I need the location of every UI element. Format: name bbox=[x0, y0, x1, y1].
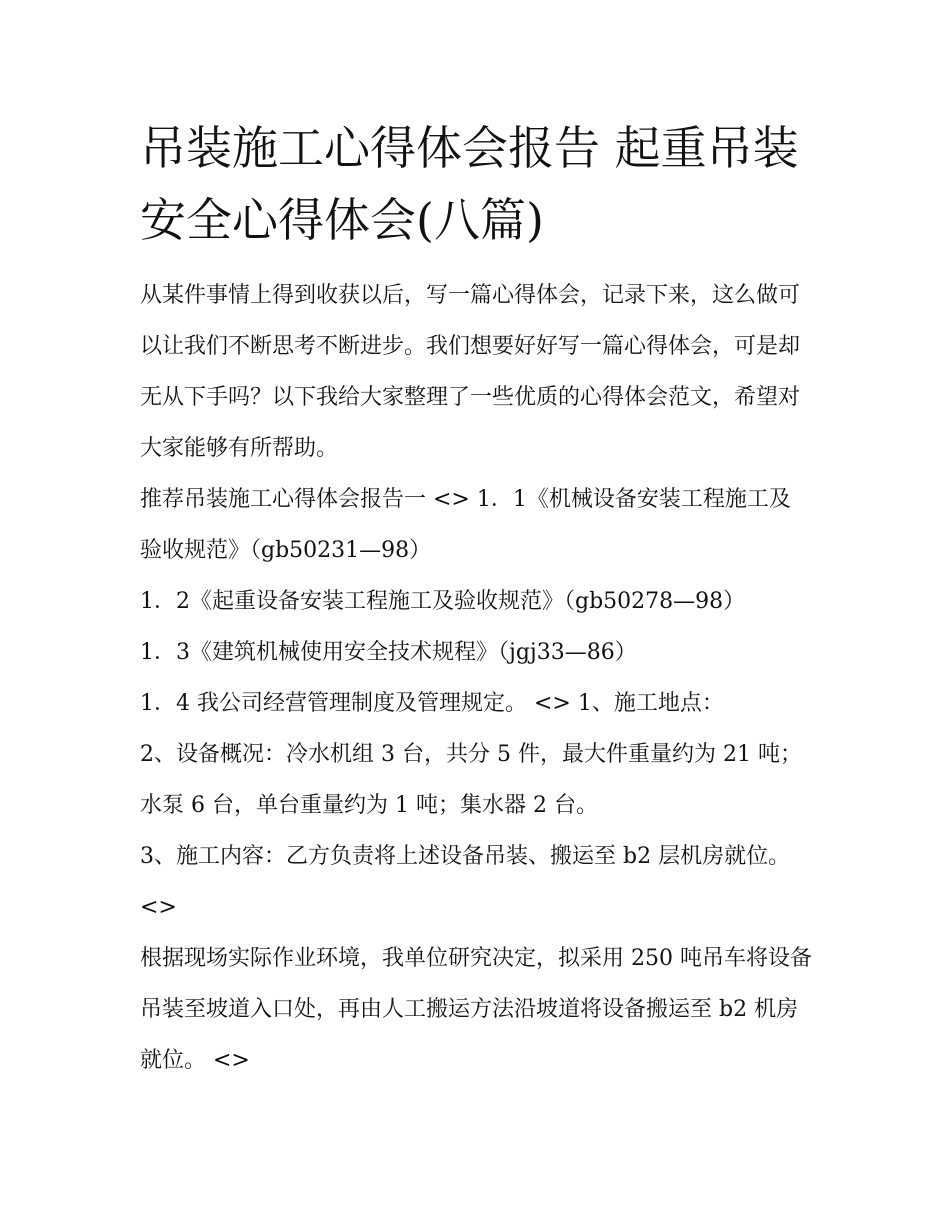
equipment-overview: 2、设备概况：冷水机组 3 台，共分 5 件，最大件重量约为 21 吨；水泵 6 台，单台重量约为 1 吨；集水器 2 台。 bbox=[140, 742, 802, 818]
reference-item: 推荐吊装施工心得体会报告一 <> 1．1《机械设备安装工程施工及验收规范》（gb50231—98） bbox=[140, 487, 791, 563]
reference-item: 1．3《建筑机械使用安全技术规程》（jgj33—86） bbox=[140, 640, 637, 665]
reference-item: 1．2《起重设备安装工程施工及验收规范》（gb50278—98） bbox=[140, 589, 746, 614]
construction-plan: 根据现场实际作业环境，我单位研究决定，拟采用 250 吨吊车将设备吊装至坡道入口处，再由人工搬运方法沿坡道将设备搬运至 b2 机房就位。 <> bbox=[140, 946, 812, 1073]
reference-item: 1．4 我公司经营管理制度及管理规定。 <> 1、施工地点： bbox=[140, 691, 724, 716]
intro-paragraph: 从某件事情上得到收获以后，写一篇心得体会，记录下来，这么做可以让我们不断思考不断进步。我们想要好好写一篇心得体会，可是却无从下手吗？以下我给大家整理了一些优质的心得体会范文，希望对大家能够有所帮助。 bbox=[140, 283, 801, 461]
document-title: 吊装施工心得体会报告 起重吊装安全心得体会(八篇) bbox=[140, 121, 799, 247]
document-page bbox=[140, 112, 812, 1086]
construction-content: 3、施工内容：乙方负责将上述设备吊装、搬运至 b2 层机房就位。 <> bbox=[140, 844, 791, 920]
